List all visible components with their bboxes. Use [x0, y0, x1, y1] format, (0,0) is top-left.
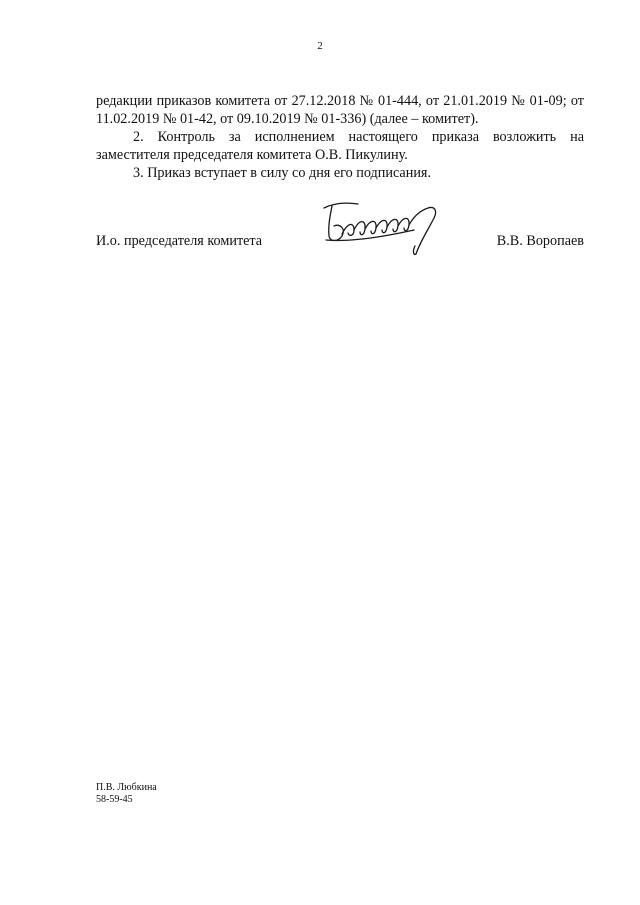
paragraph-continuation: редакции приказов комитета от 27.12.2018 № 01-444, от 21.01.2019 № 01-09; от 11.02.2019 № 01-42, от 09.10.2019 № 01-336) (далее – комитет).	[96, 93, 584, 127]
page-number: 2	[317, 40, 323, 52]
paragraph-item-3: 3. Приказ вступает в силу со дня его подписания.	[133, 165, 431, 181]
paragraph-item-2: 2. Контроль за исполнением настоящего приказа возложить на заместителя председателя комитета О.В. Пикулину.	[96, 129, 584, 163]
signer-title: И.о. председателя комитета	[96, 233, 263, 249]
executor-name: П.В. Любкина	[96, 782, 157, 793]
document-body	[96, 92, 584, 182]
executor-footer	[96, 782, 157, 806]
handwritten-signature	[318, 196, 458, 258]
signer-name: В.В. Воропаев	[496, 233, 584, 249]
executor-phone: 58-59-45	[96, 794, 133, 805]
